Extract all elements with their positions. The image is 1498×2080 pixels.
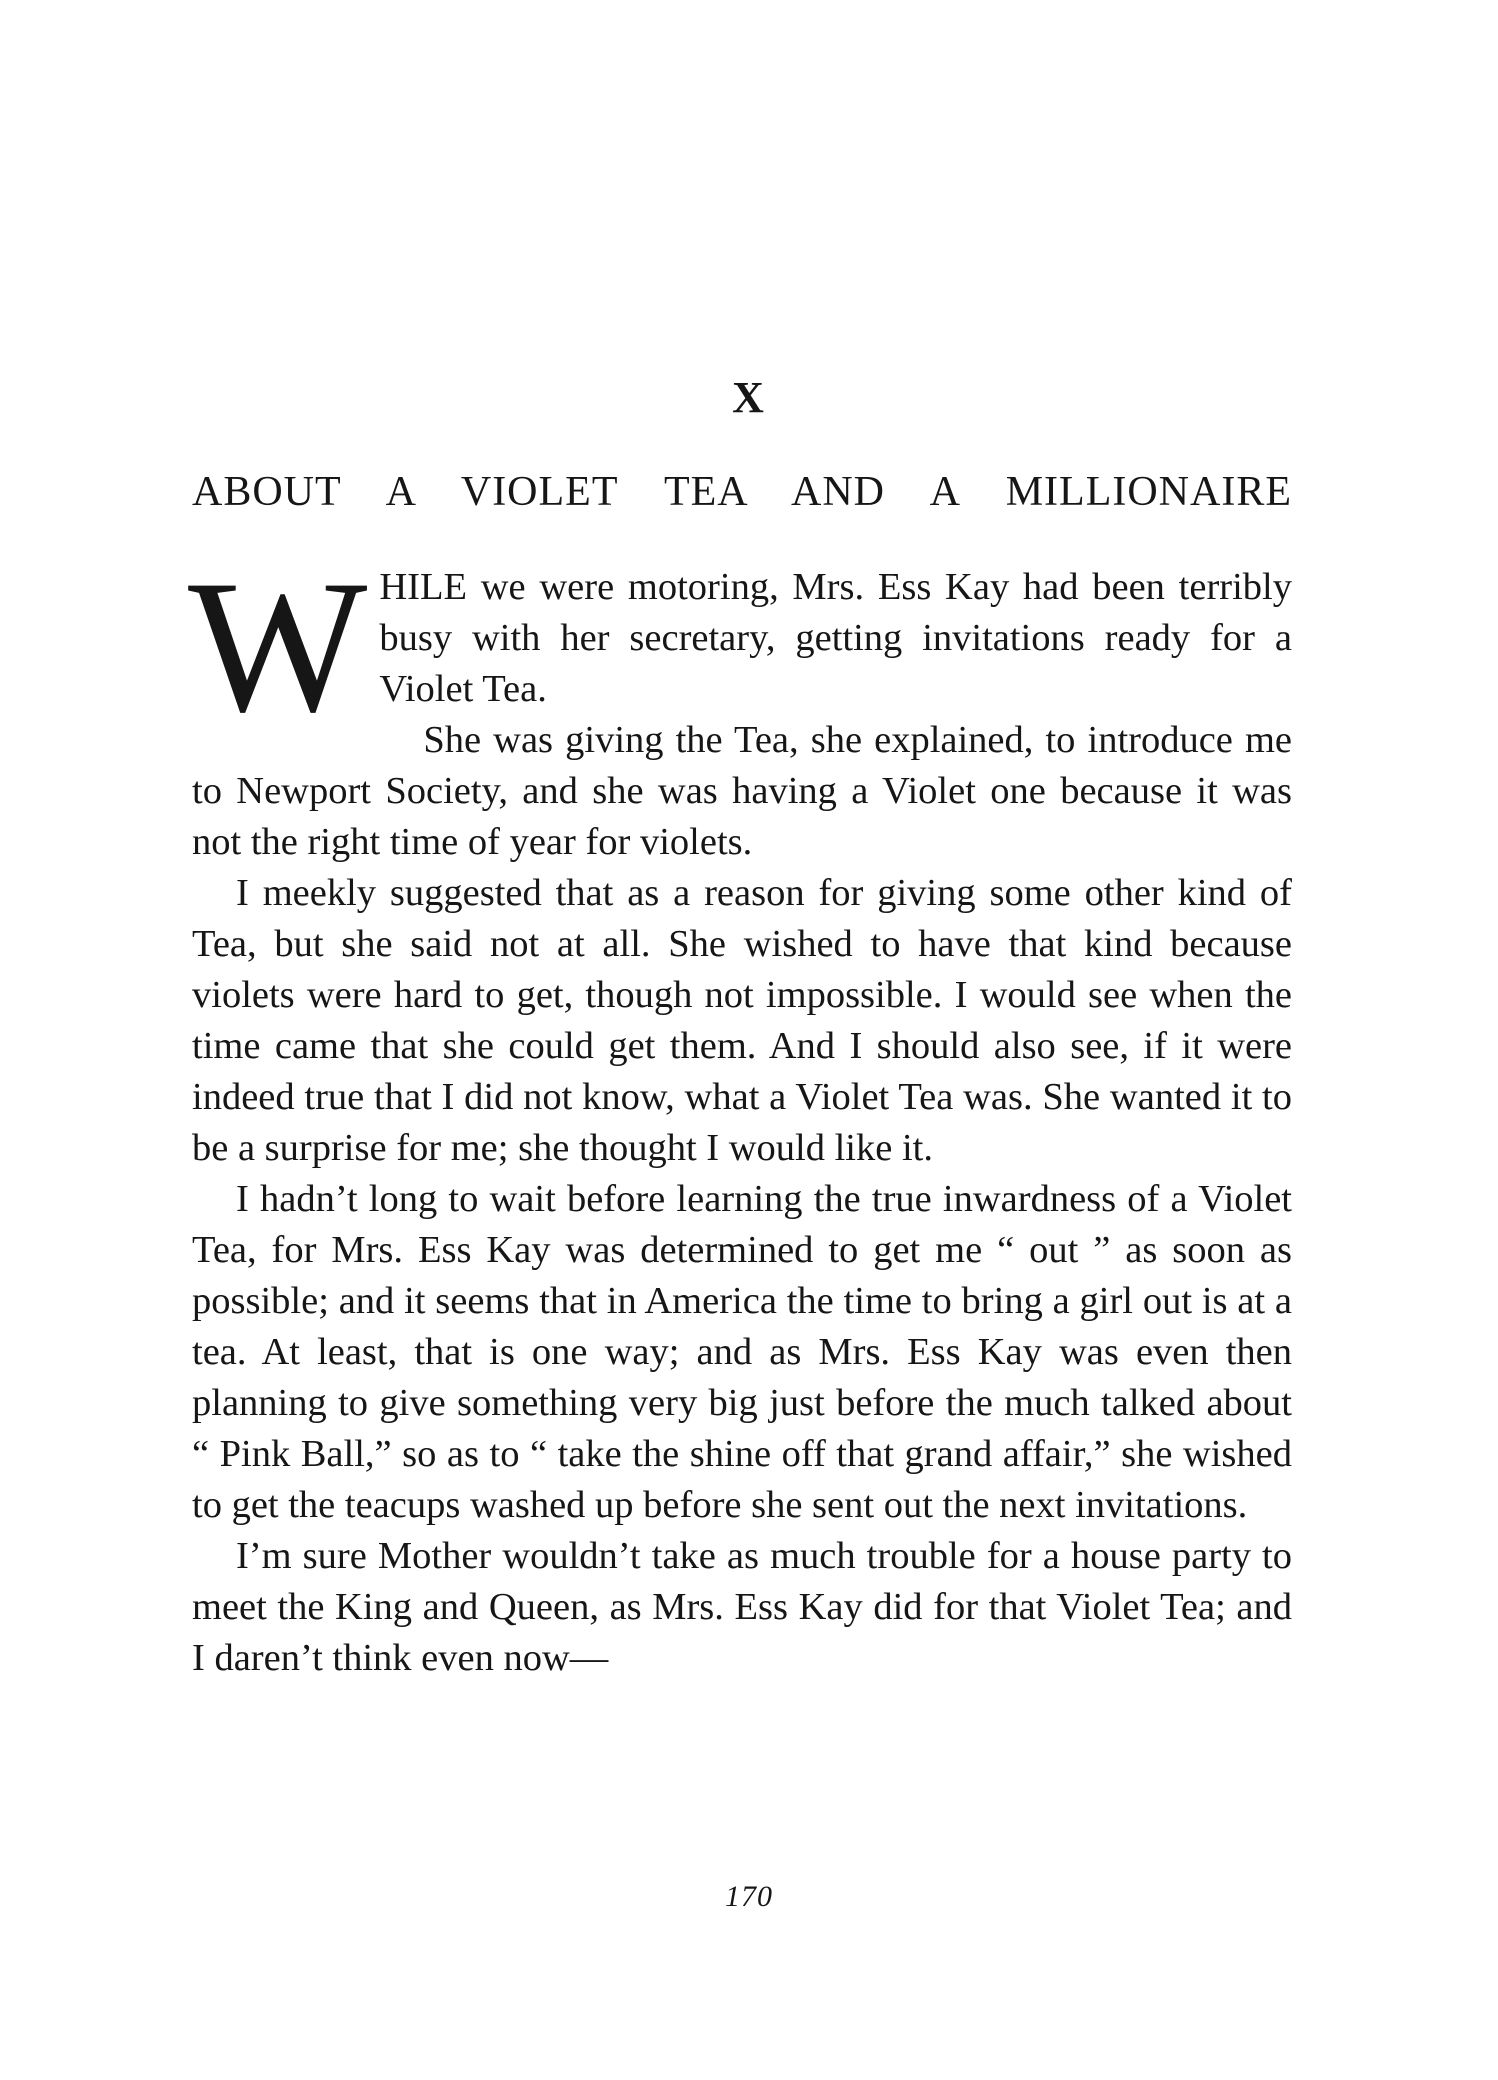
paragraph-1-text: HILE we were motoring, Mrs. Ess Kay had been terribly busy with her secretary, getting invitations ready for a Violet Tea. [379,566,1292,710]
paragraph-5: I’m sure Mother wouldn’t take as much trouble for a house party to meet the King and Queen, as Mrs. Ess Kay did for that Violet Tea; and I daren’t think even now— [192,1535,1292,1679]
chapter-title: ABOUT A VIOLET TEA AND A MILLIONAIRE [192,469,1292,515]
page-number: 170 [725,1880,773,1913]
paragraph-4: I hadn’t long to wait before learning the true inwardness of a Violet Tea, for Mrs. Ess Kay was determined to get me “ out ” as soon as possible; and it seems that in America the time to bring a girl out is at a tea. At least, that is one way; and as Mrs. Ess Kay was even then planning to give something very big just before the much talked about “ Pink Ball,” so as to “ take the shine off that grand affair,” she wished to get the teacups washed up before she sent out the next invitations. [192,1178,1292,1526]
paragraph-2: She was giving the Tea, she explained, to introduce me to Newport Society, and she was having a Violet one because it was not the right time of year for violets. [192,719,1292,863]
paragraph-1 [188,542,1292,752]
chapter-number: X [732,373,766,422]
paragraph-3: I meekly suggested that as a reason for giving some other kind of Tea, but she said not at all. She wished to have that kind because violets were hard to get, though not impossible. I would see when the time came that she could get them. And I should also see, if it were indeed true that I did not know, what a Violet Tea was. She wanted it to be a surprise for me; she thought I would like it. [192,872,1292,1169]
drop-cap: W [188,542,368,752]
chapter-body [188,542,1292,1684]
